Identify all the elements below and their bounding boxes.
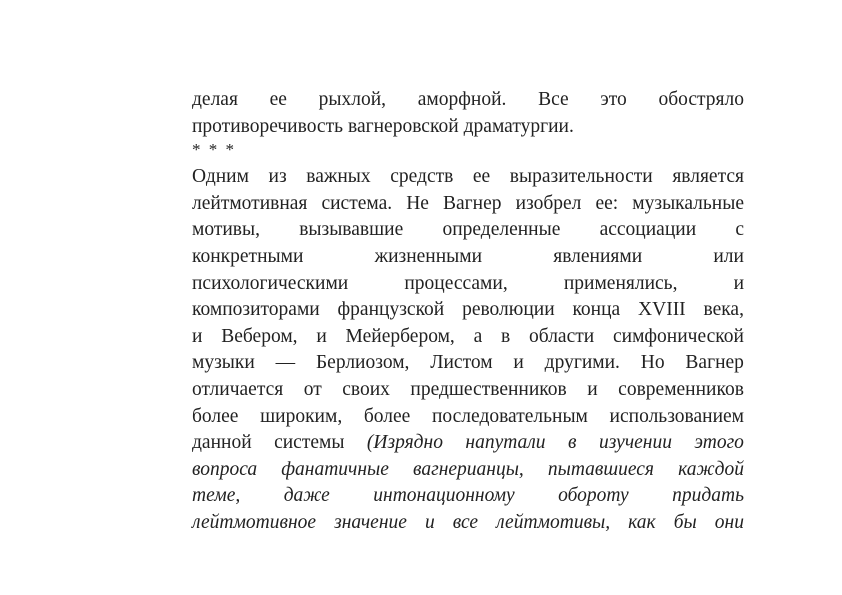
word: ее bbox=[269, 89, 287, 110]
word: придать bbox=[672, 485, 744, 507]
word: в bbox=[568, 432, 577, 454]
word: своих bbox=[342, 378, 390, 400]
word: жизненными bbox=[374, 245, 483, 267]
text-line bbox=[192, 191, 744, 218]
word: другими. bbox=[544, 352, 620, 374]
word: и bbox=[192, 325, 203, 347]
text-line bbox=[192, 271, 744, 298]
word: является bbox=[672, 166, 744, 188]
word: вагнерианцы, bbox=[413, 458, 524, 480]
word: предшественников bbox=[410, 378, 567, 400]
word: обороту bbox=[558, 485, 629, 507]
word: XVIII bbox=[638, 299, 686, 321]
word: этого bbox=[694, 432, 744, 454]
word: — bbox=[275, 352, 296, 374]
word: Мейербером, bbox=[345, 325, 455, 347]
text-line bbox=[192, 457, 744, 484]
word: века, bbox=[703, 299, 744, 321]
word: конкретными bbox=[192, 245, 304, 267]
word: Все bbox=[538, 89, 569, 110]
word: конца bbox=[572, 299, 621, 321]
word: напутали bbox=[465, 432, 546, 454]
word: средств bbox=[390, 166, 454, 188]
word: пытавшиеся bbox=[547, 458, 654, 480]
word: важных bbox=[306, 166, 371, 188]
word: Вагнер bbox=[685, 352, 744, 374]
word: Берлиозом, bbox=[315, 352, 410, 374]
word: симфонической bbox=[612, 325, 744, 347]
word: широким, bbox=[260, 405, 343, 427]
word: теме, bbox=[192, 485, 241, 507]
word: драматургии. bbox=[463, 115, 574, 137]
word: и bbox=[513, 352, 524, 374]
text-line bbox=[192, 297, 744, 324]
word: из bbox=[268, 166, 287, 188]
paragraph bbox=[192, 164, 744, 536]
word: лейтмотивы, bbox=[496, 511, 611, 533]
word: Вагнер bbox=[443, 192, 502, 214]
word: каждой bbox=[678, 458, 744, 480]
word: бы bbox=[673, 511, 697, 533]
word: все bbox=[452, 511, 479, 533]
word: с bbox=[735, 219, 744, 241]
word: мотивы, bbox=[192, 219, 260, 241]
word: * * * bbox=[192, 140, 236, 160]
text-line bbox=[192, 350, 744, 377]
word: революции bbox=[462, 299, 555, 321]
text-line bbox=[192, 430, 744, 457]
word: процессами, bbox=[404, 272, 508, 294]
word: значение bbox=[334, 511, 407, 533]
word: применялись, bbox=[563, 272, 678, 294]
word: в bbox=[501, 325, 511, 347]
word: Не bbox=[406, 192, 429, 214]
word: лейтмотивное bbox=[192, 511, 317, 533]
word: ее bbox=[472, 166, 491, 188]
word: и bbox=[424, 511, 435, 533]
word: вагнеровской bbox=[348, 115, 459, 137]
text-line bbox=[192, 377, 744, 404]
word: современников bbox=[618, 378, 744, 400]
word: и bbox=[733, 272, 744, 294]
word: использованием bbox=[609, 405, 744, 427]
word: (Изрядно bbox=[366, 432, 443, 454]
word: интонационному bbox=[373, 485, 515, 507]
word: психологическими bbox=[192, 272, 349, 294]
text-line bbox=[192, 483, 744, 510]
word: или bbox=[713, 245, 744, 267]
word: отличается bbox=[192, 378, 284, 400]
word: явлениями bbox=[553, 245, 643, 267]
word: противоречивость bbox=[192, 115, 344, 137]
text-line bbox=[192, 87, 744, 114]
word: аморфной. bbox=[417, 89, 507, 110]
text-line bbox=[192, 114, 744, 141]
word: композиторами bbox=[192, 299, 320, 321]
text-line bbox=[192, 244, 744, 271]
word: более bbox=[363, 405, 411, 427]
word: они bbox=[714, 511, 744, 533]
word: Вебером, bbox=[221, 325, 298, 347]
word: система. bbox=[321, 192, 393, 214]
word: данной bbox=[192, 432, 252, 454]
word: ее: bbox=[595, 192, 619, 214]
word: как bbox=[628, 511, 656, 533]
document-page bbox=[192, 87, 744, 537]
text-line bbox=[192, 140, 744, 164]
word: от bbox=[303, 378, 322, 400]
word: французской bbox=[337, 299, 445, 321]
word: выразительности bbox=[509, 166, 653, 188]
word: более bbox=[192, 405, 239, 427]
word: вызывавшие bbox=[299, 219, 404, 241]
word: определенные bbox=[442, 219, 561, 241]
text-line bbox=[192, 510, 744, 537]
word: музыкальные bbox=[632, 192, 744, 214]
word: а bbox=[473, 325, 483, 347]
text-line bbox=[192, 164, 744, 191]
word: и bbox=[587, 378, 598, 400]
word: лейтмотивная bbox=[192, 192, 308, 214]
word: и bbox=[316, 325, 327, 347]
text-line bbox=[192, 404, 744, 431]
section-separator bbox=[192, 140, 744, 164]
word: последовательным bbox=[431, 405, 588, 427]
word: обостряло bbox=[658, 89, 744, 110]
word: фанатичные bbox=[281, 458, 389, 480]
word: области bbox=[529, 325, 595, 347]
word: даже bbox=[283, 485, 330, 507]
word: вопроса bbox=[192, 458, 258, 480]
word: ассоциации bbox=[599, 219, 697, 241]
word: это bbox=[600, 89, 627, 110]
word: рыхлой, bbox=[318, 89, 387, 110]
word: музыки bbox=[192, 352, 255, 374]
paragraph bbox=[192, 87, 744, 140]
word: изучении bbox=[598, 432, 672, 454]
text-line bbox=[192, 217, 744, 244]
word: изобрел bbox=[515, 192, 582, 214]
word: Листом bbox=[430, 352, 493, 374]
text-line bbox=[192, 324, 744, 351]
word: системы bbox=[274, 432, 345, 454]
word: Одним bbox=[192, 166, 249, 188]
word: Но bbox=[640, 352, 665, 374]
word: делая bbox=[192, 89, 238, 110]
